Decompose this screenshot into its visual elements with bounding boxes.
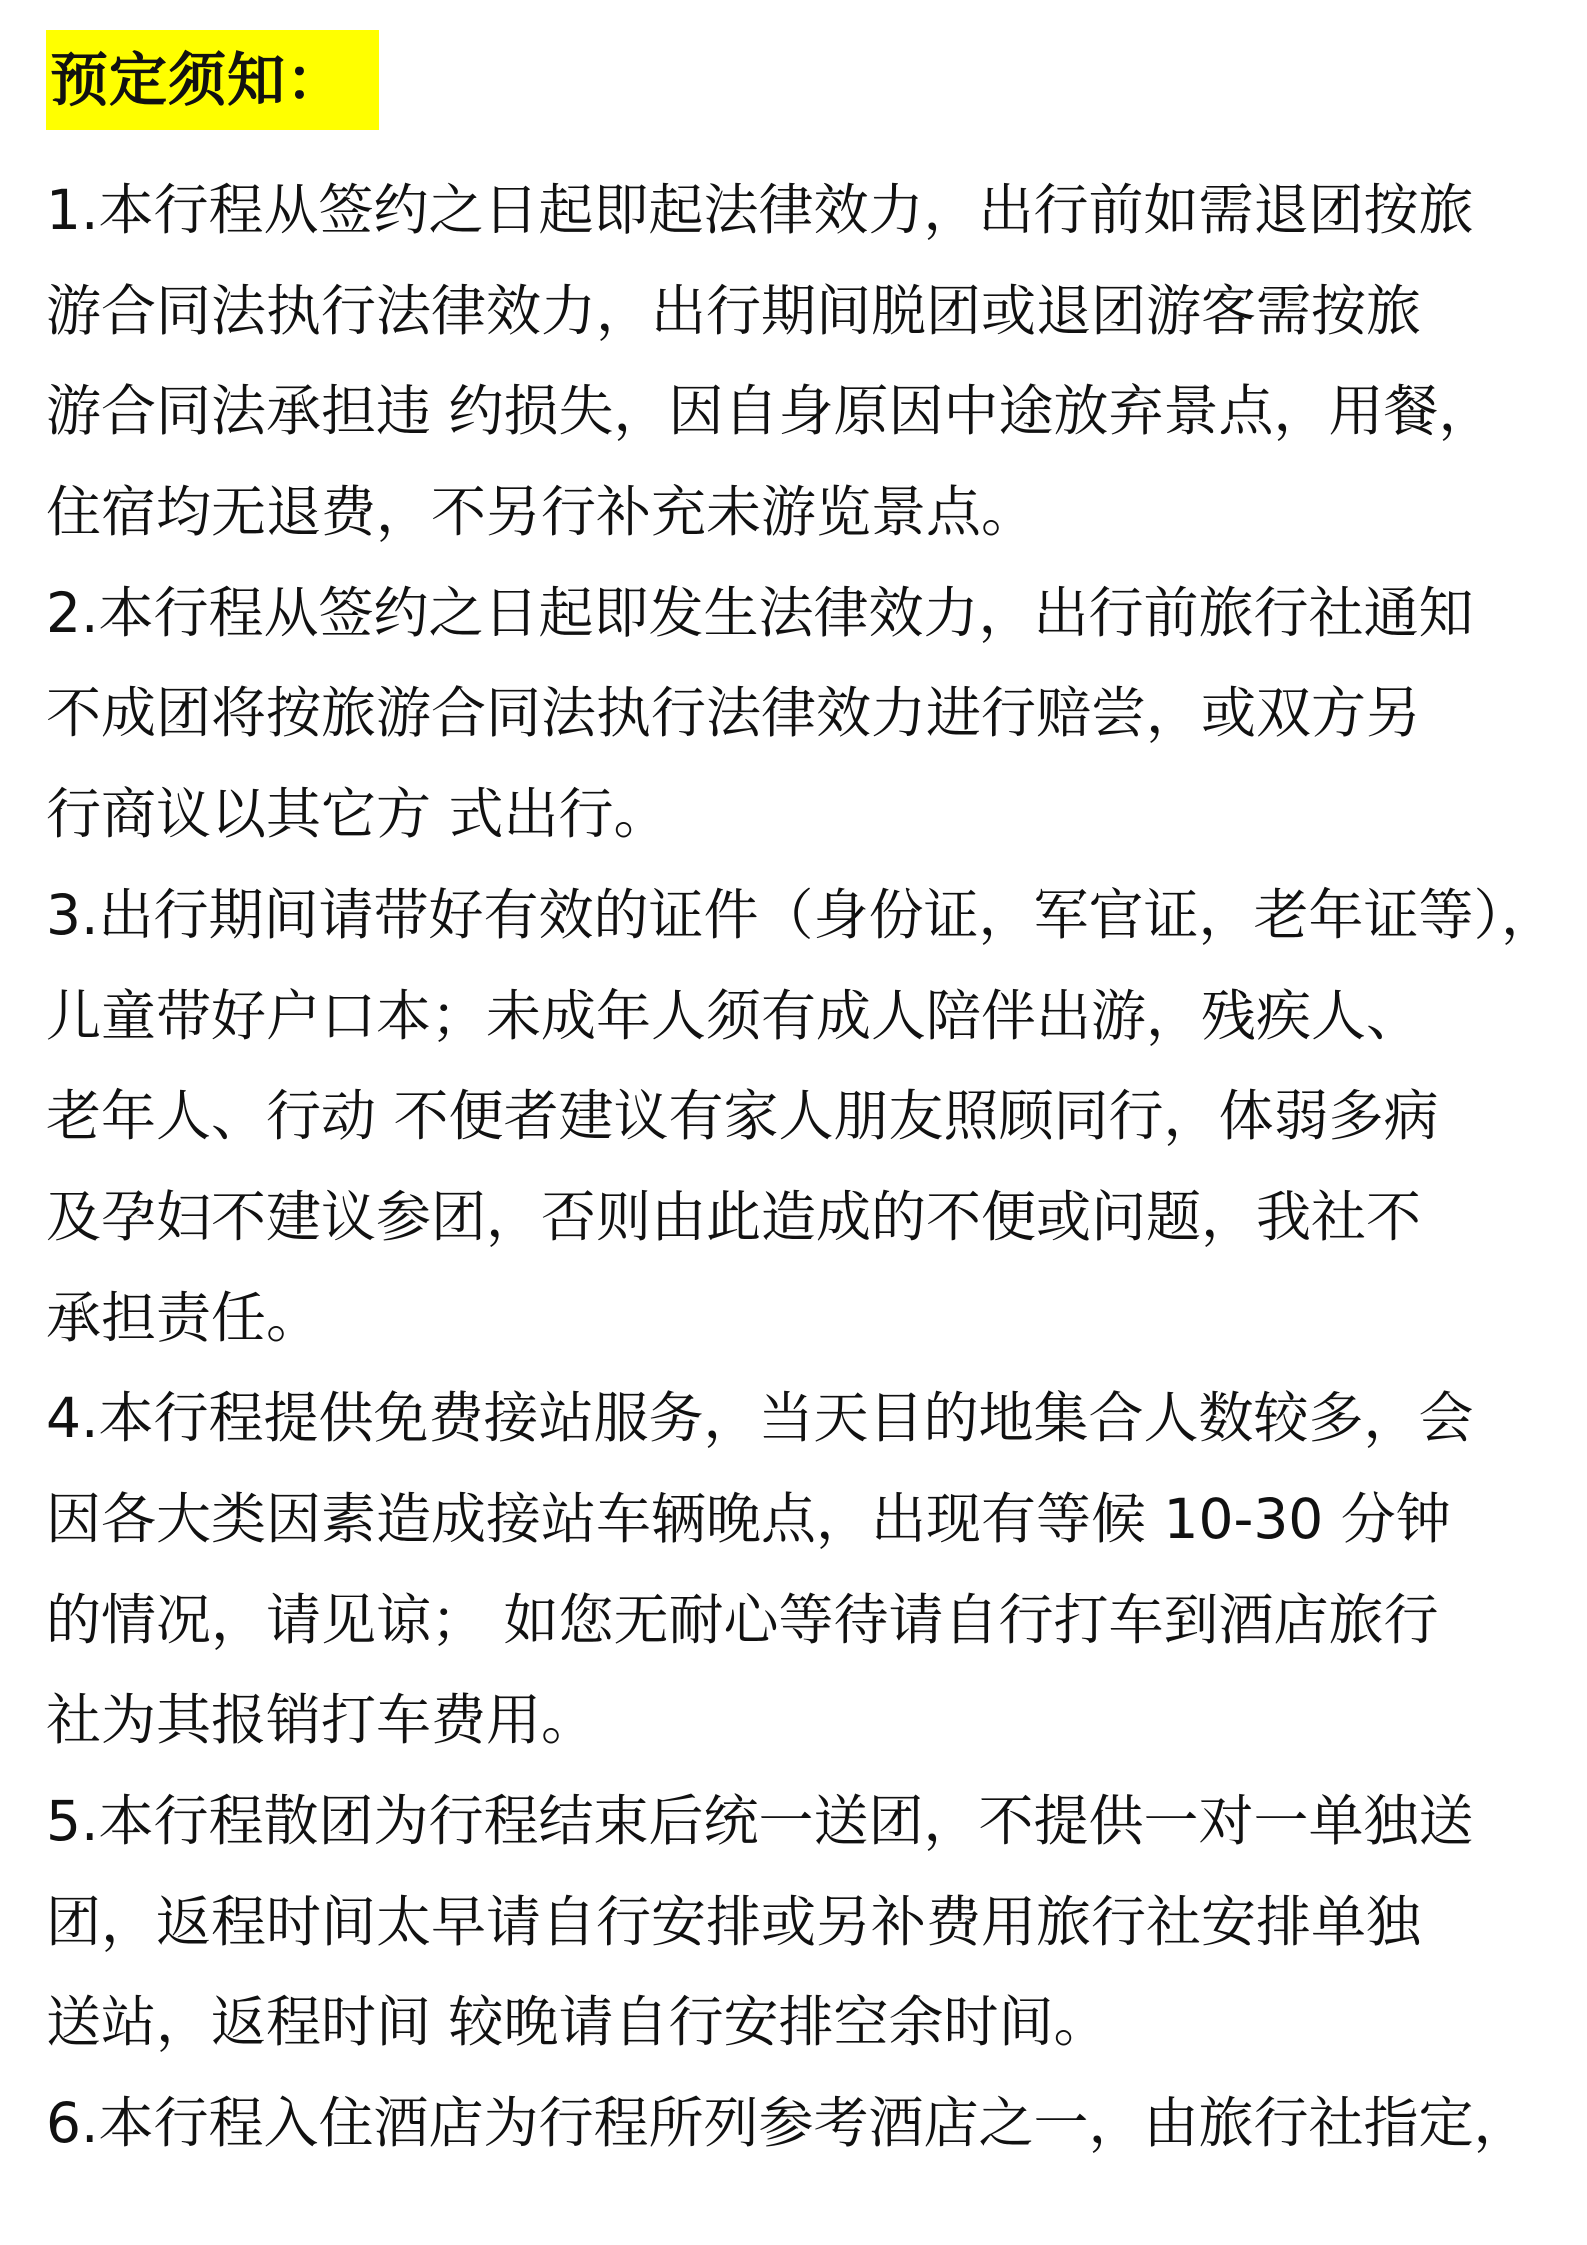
notice-line: 承担责任。: [46, 1285, 322, 1350]
notice-line: 不成团将按旅游合同法执行法律效力进行赔尝，或双方另: [46, 681, 1422, 746]
notice-line: 的情况，请见谅； 如您无耐心等待请自行打车到酒店旅行: [46, 1587, 1439, 1652]
notice-line: 4.本行程提供免费接站服务，当天目的地集合人数较多，会: [46, 1386, 1474, 1451]
notice-line: 游合同法执行法律效力，出行期间脱团或退团游客需按旅: [46, 278, 1422, 343]
notice-line: 因各大类因素造成接站车辆晚点，出现有等候 10-30 分钟: [46, 1486, 1451, 1551]
notice-line: 老年人、行动 不便者建议有家人朋友照顾同行，体弱多病: [46, 1084, 1439, 1149]
notice-line: 游合同法承担违 约损失，因自身原因中途放弃景点，用餐，: [46, 379, 1494, 444]
notice-line: 3.出行期间请带好有效的证件（身份证，军官证，老年证等），: [46, 882, 1556, 947]
notice-heading: 预定须知：: [50, 46, 346, 114]
notice-line: 社为其报销打车费用。: [46, 1688, 597, 1753]
notice-line: 团，返程时间太早请自行安排或另补费用旅行社安排单独: [46, 1889, 1422, 1954]
notice-line: 送站，返程时间 较晚请自行安排空余时间。: [46, 1990, 1109, 2055]
notice-line: 2.本行程从签约之日起即发生法律效力，出行前旅行社通知: [46, 580, 1474, 645]
notice-line: 行商议以其它方 式出行。: [46, 782, 669, 847]
notice-line: 5.本行程散团为行程结束后统一送团，不提供一对一单独送: [46, 1789, 1474, 1853]
notice-line: 及孕妇不建议参团，否则由此造成的不便或问题，我社不: [46, 1184, 1422, 1249]
heading-highlight: [46, 30, 379, 130]
notice-line: 1.本行程从签约之日起即起法律效力，出行前如需退团按旅: [46, 178, 1474, 242]
notice-line: 住宿均无退费，不另行补充未游览景点。: [46, 480, 1037, 545]
notice-body: [46, 160, 1561, 2174]
notice-line: 儿童带好户口本；未成年人须有成人陪伴出游，残疾人、: [46, 983, 1422, 1048]
notice-line: 6.本行程入住酒店为行程所列参考酒店之一，由旅行社指定，: [46, 2091, 1529, 2156]
